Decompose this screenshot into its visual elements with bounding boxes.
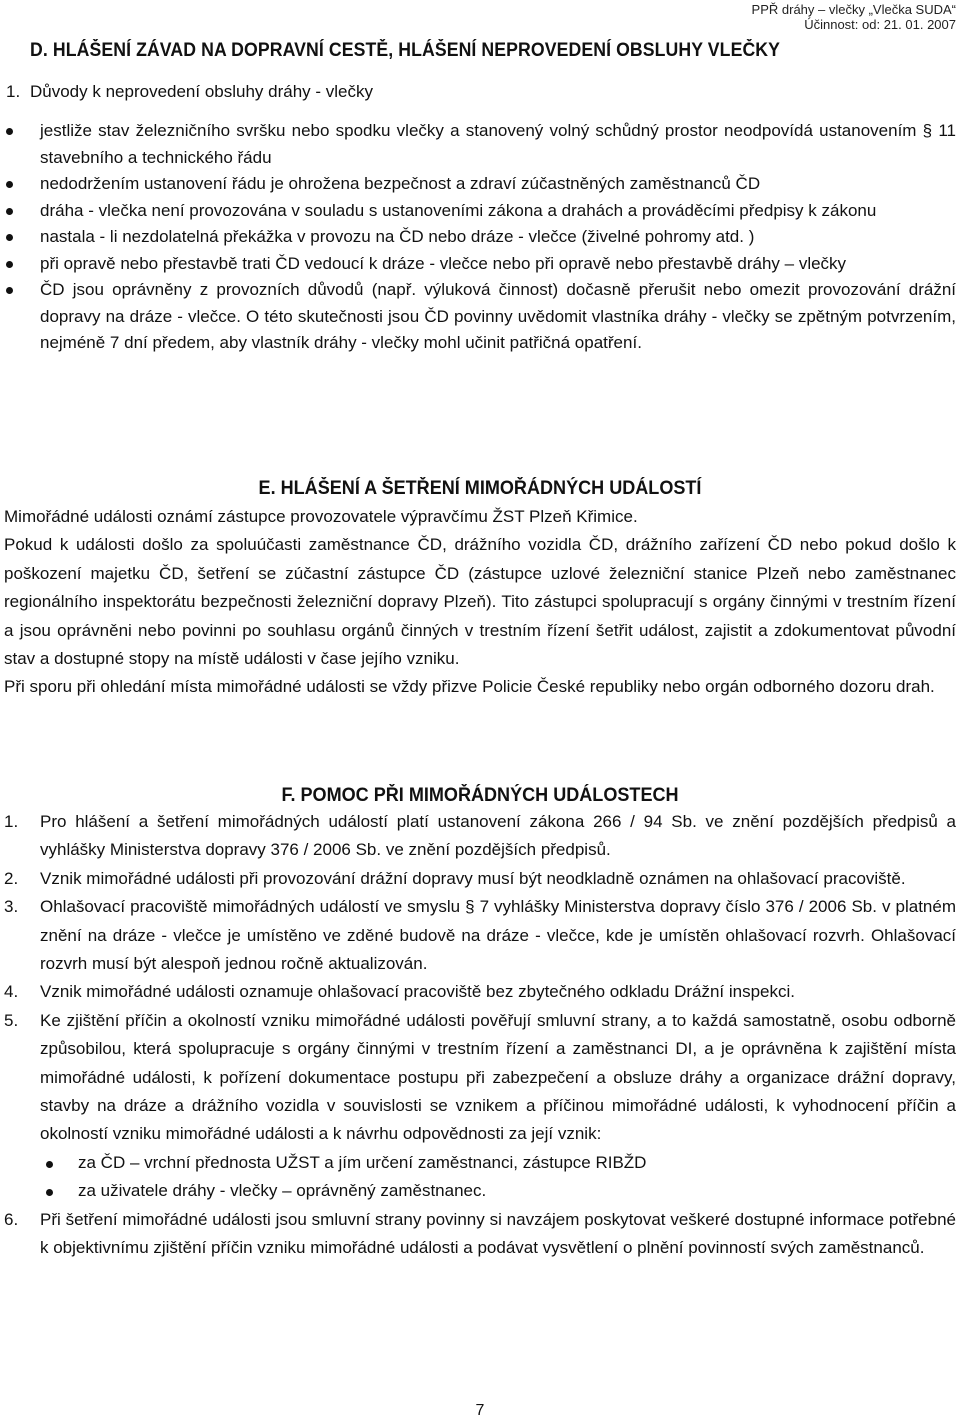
subheading-number: 1. [6,82,21,101]
list-item: při opravě nebo přestavbě trati ČD vedoucí k dráze - vlečce nebo při opravě nebo přestavbě dráhy – vlečky [0,251,960,278]
bullet-icon [6,181,13,188]
paragraph: Pokud k události došlo za spoluúčasti zaměstnance ČD, drážního vozidla ČD, drážního zařízení ČD nebo pokud došlo k poškození majetku ČD, šetření se zúčastní zástupce ČD (zástupce uzlové železniční stanice Plzeň nebo zaměstnanec regionálního inspektorátu bezpečnosti železniční dopravy Plzeň). Tito zástupci spolupracují s orgány činnými v trestním řízení a jsou oprávněni nebo povinni po souhlasu orgánů činných v trestním řízení šetřit událost, zajistit a zdokumentovat původní stav a dostupné stopy na místě události v čase jejího vzniku. [4,535,956,669]
list-item: 2. Vznik mimořádné události při provozování drážní dopravy musí být neodkladně oznámen na ohlašovací pracoviště. [0,865,960,893]
list-item: 4. Vznik mimořádné události oznamuje ohlašovací pracoviště bez zbytečného odkladu Drážní inspekci. [0,978,960,1006]
responsible-parties-list [40,1149,956,1206]
list-item: 5. Ke zjištění příčin a okolností vzniku mimořádné události pověřují smluvní strany, a to každá samostatně, osobu odborně způsobilou, která spolupracuje s orgány činnými v trestním řízení a zaměstnanci DI, a je oprávněna k zajištění místa mimořádné události, k pořízení dokumentace postupu při zabezpečení a obsluze dráhy a organizace drážní dopravy, stavby na dráze a drážního vozidla v souvislosti se vznikem a příčinou mimořádné události, k vyhodnocení příčin a okolností vzniku mimořádné události a k návrhu odpovědnosti za její vznik: za ČD – vrchní přednosta UŽST a jím určení zaměstnanci, zástupce RIBŽD za uživatele dráhy - vlečky – oprávněný zaměstnanec. [0,1007,960,1206]
list-item: 3. Ohlašovací pracoviště mimořádných událostí ve smyslu § 7 vyhlášky Ministerstva dopravy číslo 376 / 2006 Sb. v platném znění na dráze - vlečce je umístěno ve zděné budově na dráze - vlečce, kde je umístěn ohlašovací rozvrh. Ohlašovací rozvrh musí být alespoň jednou ročně aktualizován. [0,893,960,978]
list-item: 1. Pro hlášení a šetření mimořádných událostí platí ustanovení zákona 266 / 94 Sb. ve znění pozdějších předpisů a vyhlášky Ministerstva dopravy 376 / 2006 Sb. ve znění pozdějších předpisů. [0,808,960,865]
item-number: 5. [4,1010,19,1030]
header-effective-date: Účinnost: od: 21. 01. 2007 [804,17,956,32]
list-item: ČD jsou oprávněny z provozních důvodů (např. výluková činnost) dočasně přerušit nebo omezit provozování drážní dopravy na dráze - vlečce. O této skutečnosti jsou ČD povinny uvědomit vlastníka dráhy - vlečky se zpětným potvrzením, nejméně 7 dní předem, aby vlastník dráhy - vlečky mohl učinit patřičná opatření. [0,277,960,357]
item-number: 2. [4,868,19,888]
paragraph: Mimořádné události oznámí zástupce provozovatele výpravčímu ŽST Plzeň Křimice. [4,507,638,526]
item-number: 3. [4,897,19,917]
bullet-icon [6,287,13,294]
section-d-subheading [6,82,373,102]
header-document-title: PPŘ dráhy – vlečky „Vlečka SUDA“ [751,2,956,17]
list-item: za uživatele dráhy - vlečky – oprávněný zaměstnanec. [40,1177,956,1205]
bullet-icon [46,1189,53,1196]
running-header [752,2,956,32]
item-number: 6. [4,1209,19,1229]
list-item: za ČD – vrchní přednosta UŽST a jím určení zaměstnanci, zástupce RIBŽD [40,1149,956,1177]
bullet-icon [6,261,13,268]
paragraph: Při sporu při ohledání místa mimořádné události se vždy přizve Policie České republiky nebo orgán odborného dozoru drah. [4,677,935,697]
section-e-body [4,503,956,702]
procedures-list [0,808,960,1263]
bullet-icon [6,234,13,241]
list-item: nedodržením ustanovení řádu je ohrožena bezpečnost a zdraví zúčastněných zaměstnanců ČD [0,171,960,198]
bullet-icon [6,128,13,135]
reasons-list [0,118,960,357]
list-item: 6. Při šetření mimořádné události jsou smluvní strany povinny si navzájem poskytovat veškeré dostupné informace potřebné k objektivnímu zjištění příčin vzniku mimořádné události a podávat vysvětlení o plnění povinností svých zaměstnanců. [0,1206,960,1263]
bullet-icon [6,208,13,215]
section-d-title: D. HLÁŠENÍ ZÁVAD NA DOPRAVNÍ CESTĚ, HLÁŠENÍ NEPROVEDENÍ OBSLUHY VLEČKY [30,40,781,61]
section-e-title: E. HLÁŠENÍ A ŠETŘENÍ MIMOŘÁDNÝCH UDÁLOSTÍ [258,478,702,499]
subheading-text: Důvody k neprovedení obsluhy dráhy - vlečky [30,82,374,101]
list-item: dráha - vlečka není provozována v souladu s ustanoveními zákona a drahách a prováděcími předpisy k zákonu [0,198,960,225]
section-f-title: F. POMOC PŘI MIMOŘÁDNÝCH UDÁLOSTECH [281,785,679,806]
page-number: 7 [475,1402,485,1419]
item-number: 1. [4,812,19,831]
list-item: jestliže stav železničního svršku nebo spodku vlečky a stanovený volný schůdný prostor neodpovídá ustanovením § 11 stavebního a technického řádu [0,118,960,171]
item-number: 4. [4,982,19,1002]
bullet-icon [46,1161,53,1168]
list-item: nastala - li nezdolatelná překážka v provozu na ČD nebo dráze - vlečce (živelné pohromy atd. ) [0,224,960,251]
